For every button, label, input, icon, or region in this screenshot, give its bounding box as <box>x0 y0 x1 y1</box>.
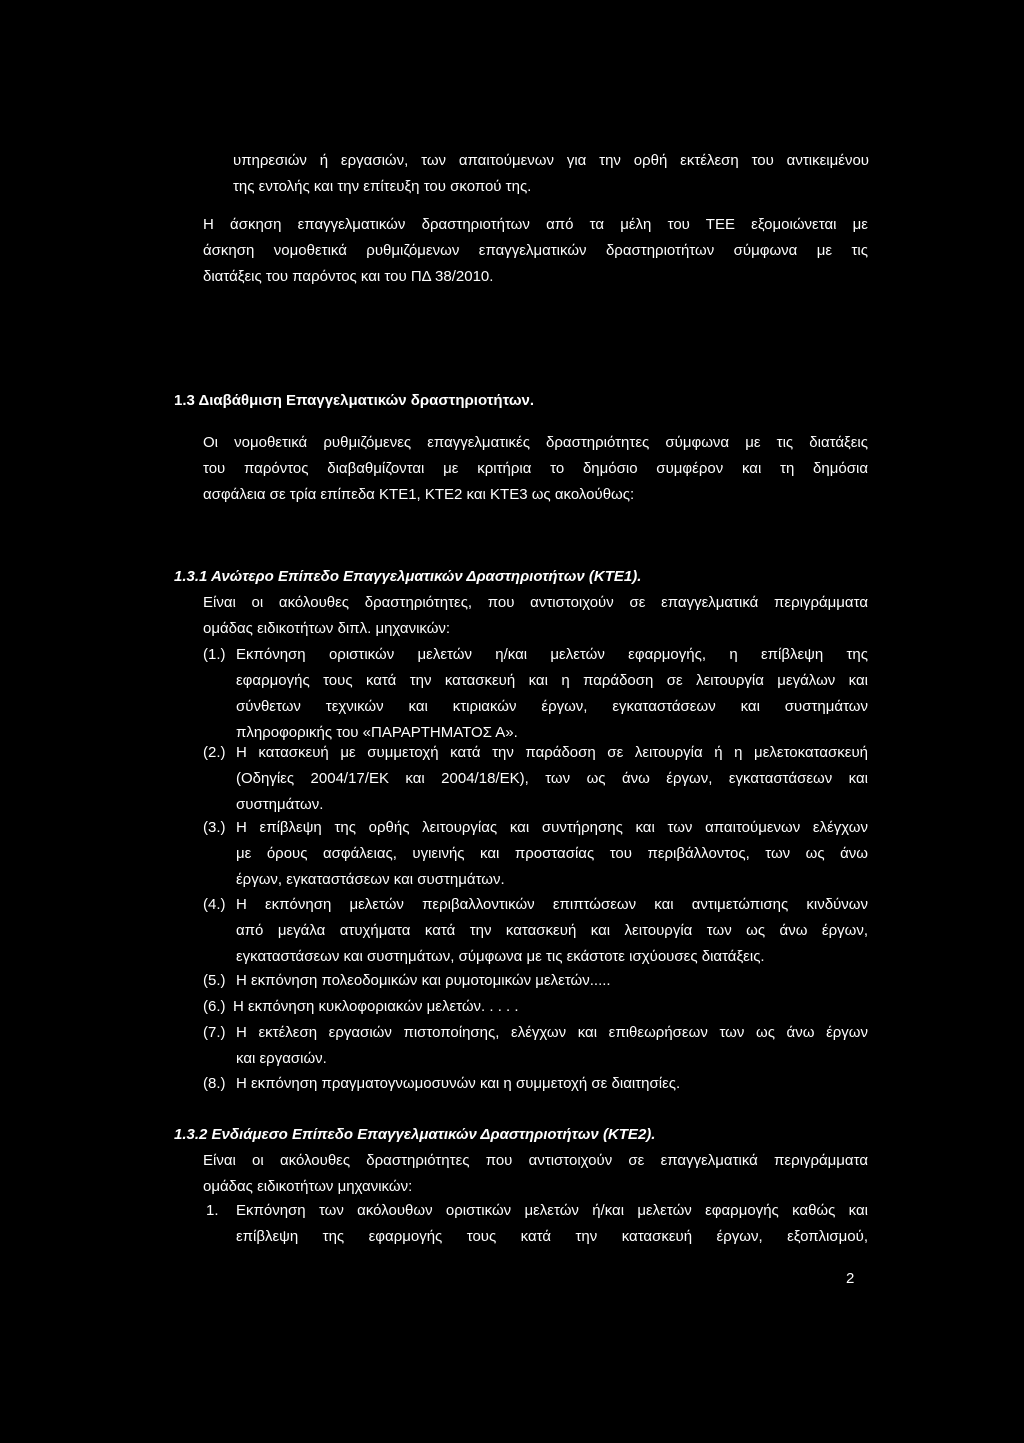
list-item-line: Η εκπόνηση μελετών περιβαλλοντικών επιπτώσεων και αντιμετώπισης κινδύνων <box>236 896 868 913</box>
list-item-marker: (1.) <box>203 646 226 663</box>
list-item-line: Εκπόνηση οριστικών μελετών η/και μελετών εφαρμογής, η επίβλεψη της <box>236 646 868 663</box>
paragraph-line: Οι νομοθετικά ρυθμιζόμενες επαγγελματικές δραστηριότητες σύμφωνα με τις διατάξεις <box>203 434 868 451</box>
paragraph-line: Είναι οι ακόλουθες δραστηριότητες, που αντιστοιχούν σε επαγγελματικά περιγράμματα <box>203 594 868 611</box>
paragraph-line: Η άσκηση επαγγελματικών δραστηριοτήτων από τα μέλη του ΤΕΕ εξομοιώνεται με <box>203 216 868 233</box>
list-item-marker: (2.) <box>203 744 226 761</box>
section-heading-text: 1.3.1 Ανώτερο Επίπεδο Επαγγελματικών Δραστηριοτήτων (ΚΤΕ1). <box>174 568 642 585</box>
list-item-marker: (8.) <box>203 1075 226 1092</box>
list-item-marker: 1. <box>206 1202 219 1219</box>
paragraph-line: υπηρεσιών ή εργασιών, των απαιτούμενων για την ορθή εκτέλεση του αντικειμένου <box>233 152 869 169</box>
section-heading-text: 1.3.2 Ενδιάμεσο Επίπεδο Επαγγελματικών Δραστηριοτήτων (ΚΤΕ2). <box>174 1126 656 1143</box>
paragraph-line: του παρόντος διαβαθμίζονται με κριτήρια το δημόσιο συμφέρον και τη δημόσια <box>203 460 868 477</box>
section-heading-1-3-1 <box>174 564 641 590</box>
list-item-line: Εκπόνηση των ακόλουθων οριστικών μελετών ή/και μελετών εφαρμογής καθώς και <box>236 1202 868 1219</box>
section-heading-1-3-2 <box>174 1122 655 1148</box>
list-item-line: (Οδηγίες 2004/17/ΕΚ και 2004/18/ΕΚ), των ως άνω έργων, εγκαταστάσεων και <box>236 770 868 787</box>
tee-paragraph <box>203 212 868 290</box>
paragraph-line: της εντολής και την επίτευξη του σκοπού της. <box>233 178 532 195</box>
page-number: 2 <box>846 1270 855 1287</box>
list-item-marker: (4.) <box>203 896 226 913</box>
list-item-line: συστημάτων. <box>236 796 324 813</box>
list-item-line: πληροφορικής του «ΠΑΡΑΡΤΗΜΑΤΟΣ Α». <box>236 724 518 741</box>
list-item-line: με όρους ασφάλειας, υγιεινής και προστασίας του περιβάλλοντος, των ως άνω <box>236 845 868 862</box>
list-item-line: Η κατασκευή με συμμετοχή κατά την παράδοση σε λειτουργία ή η μελετοκατασκευή <box>236 744 868 761</box>
list-item-marker: (6.) <box>203 998 226 1015</box>
list-item-line: Η εκτέλεση εργασιών πιστοποίησης, ελέγχων και επιθεωρήσεων των ως άνω έργων <box>236 1024 868 1041</box>
section-heading-text: 1.3 Διαβάθμιση Επαγγελματικών δραστηριοτήτων. <box>174 392 535 409</box>
paragraph-line: ομάδας ειδικοτήτων μηχανικών: <box>203 1178 413 1195</box>
list-item-line: Η εκπόνηση πολεοδομικών και ρυμοτομικών μελετών..... <box>236 972 611 989</box>
list-item-line: από μεγάλα ατυχήματα κατά την κατασκευή και λειτουργία των ως άνω έργων, <box>236 922 868 939</box>
list-item-line: εγκαταστάσεων και συστημάτων, σύμφωνα με τις εκάστοτε ισχύουσες διατάξεις. <box>236 948 765 965</box>
list-item-line: σύνθετων τεχνικών και κτιριακών έργων, εγκαταστάσεων και συστημάτων <box>236 698 868 715</box>
list-item-line: έργων, εγκαταστάσεων και συστημάτων. <box>236 871 505 888</box>
section-1-3-2-intro <box>203 1148 868 1200</box>
list-item-line: Η εκπόνηση πραγματογνωμοσυνών και η συμμετοχή σε διαιτησίες. <box>236 1075 681 1092</box>
section-heading-1-3 <box>174 388 534 414</box>
list-item-line: επίβλεψη της εφαρμογής τους κατά την κατασκευή έργων, εξοπλισμού, <box>236 1228 868 1245</box>
paragraph-line: ομάδας ειδικοτήτων διπλ. μηχανικών: <box>203 620 451 637</box>
list-item-line: Η επίβλεψη της ορθής λειτουργίας και συντήρησης και των απαιτούμενων ελέγχων <box>236 819 868 836</box>
paragraph-line: ασφάλεια σε τρία επίπεδα ΚΤΕ1, ΚΤΕ2 και ΚΤΕ3 ως ακολούθως: <box>203 486 635 503</box>
list-item-line: και εργασιών. <box>236 1050 327 1067</box>
paragraph-line: διατάξεις του παρόντος και του ΠΔ 38/2010. <box>203 268 494 285</box>
list-item-marker: (5.) <box>203 972 226 989</box>
section-1-3-paragraph <box>203 430 868 508</box>
section-1-3-1-intro <box>203 590 868 642</box>
list-item-marker: (3.) <box>203 819 226 836</box>
intro-paragraph <box>233 148 869 200</box>
list-item-line: εφαρμογής τους κατά την κατασκευή και η παράδοση σε λειτουργία μεγάλων και <box>236 672 868 689</box>
list-item-marker: (7.) <box>203 1024 226 1041</box>
paragraph-line: άσκηση νομοθετικά ρυθμιζόμενων επαγγελματικών δραστηριοτήτων σύμφωνα με τις <box>203 242 868 259</box>
list-item-line: Η εκπόνηση κυκλοφοριακών μελετών. . . . . <box>233 998 519 1015</box>
paragraph-line: Είναι οι ακόλουθες δραστηριότητες που αντιστοιχούν σε επαγγελματικά περιγράμματα <box>203 1152 868 1169</box>
